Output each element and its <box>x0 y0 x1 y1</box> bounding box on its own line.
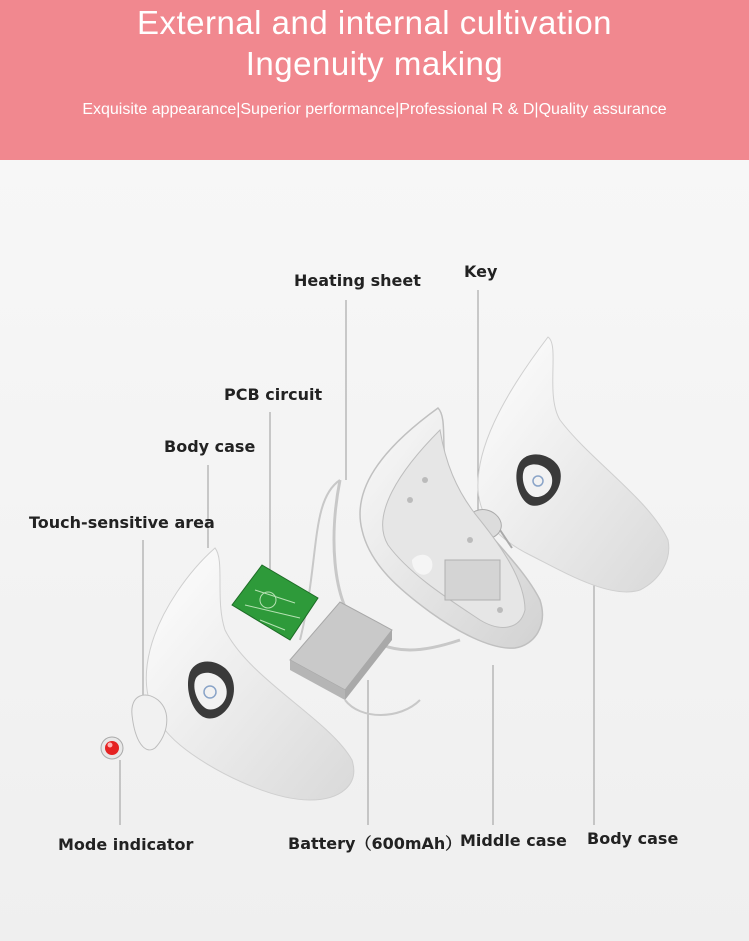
mode-indicator-led <box>101 737 123 759</box>
touch-sensitive-part <box>132 695 167 750</box>
label-mode-indicator: Mode indicator <box>58 835 194 854</box>
title-line-1: External and internal cultivation <box>136 4 613 41</box>
label-key: Key <box>464 262 498 281</box>
label-middle-case: Middle case <box>460 831 567 850</box>
pcb-circuit <box>232 565 318 640</box>
label-heating-sheet: Heating sheet <box>294 271 421 290</box>
label-body-case-right: Body case <box>587 829 679 848</box>
subtitle: Exquisite appearance|Superior performance|Professional R & D|Quality assurance <box>82 101 667 118</box>
label-body-case-left: Body case <box>164 437 256 456</box>
battery <box>290 602 420 715</box>
label-touch-area: Touch-sensitive area <box>29 513 215 532</box>
label-pcb-circuit: PCB circuit <box>224 385 323 404</box>
label-battery: Battery（600mAh） <box>288 834 462 853</box>
title-line-2: Ingenuity making <box>245 45 504 82</box>
